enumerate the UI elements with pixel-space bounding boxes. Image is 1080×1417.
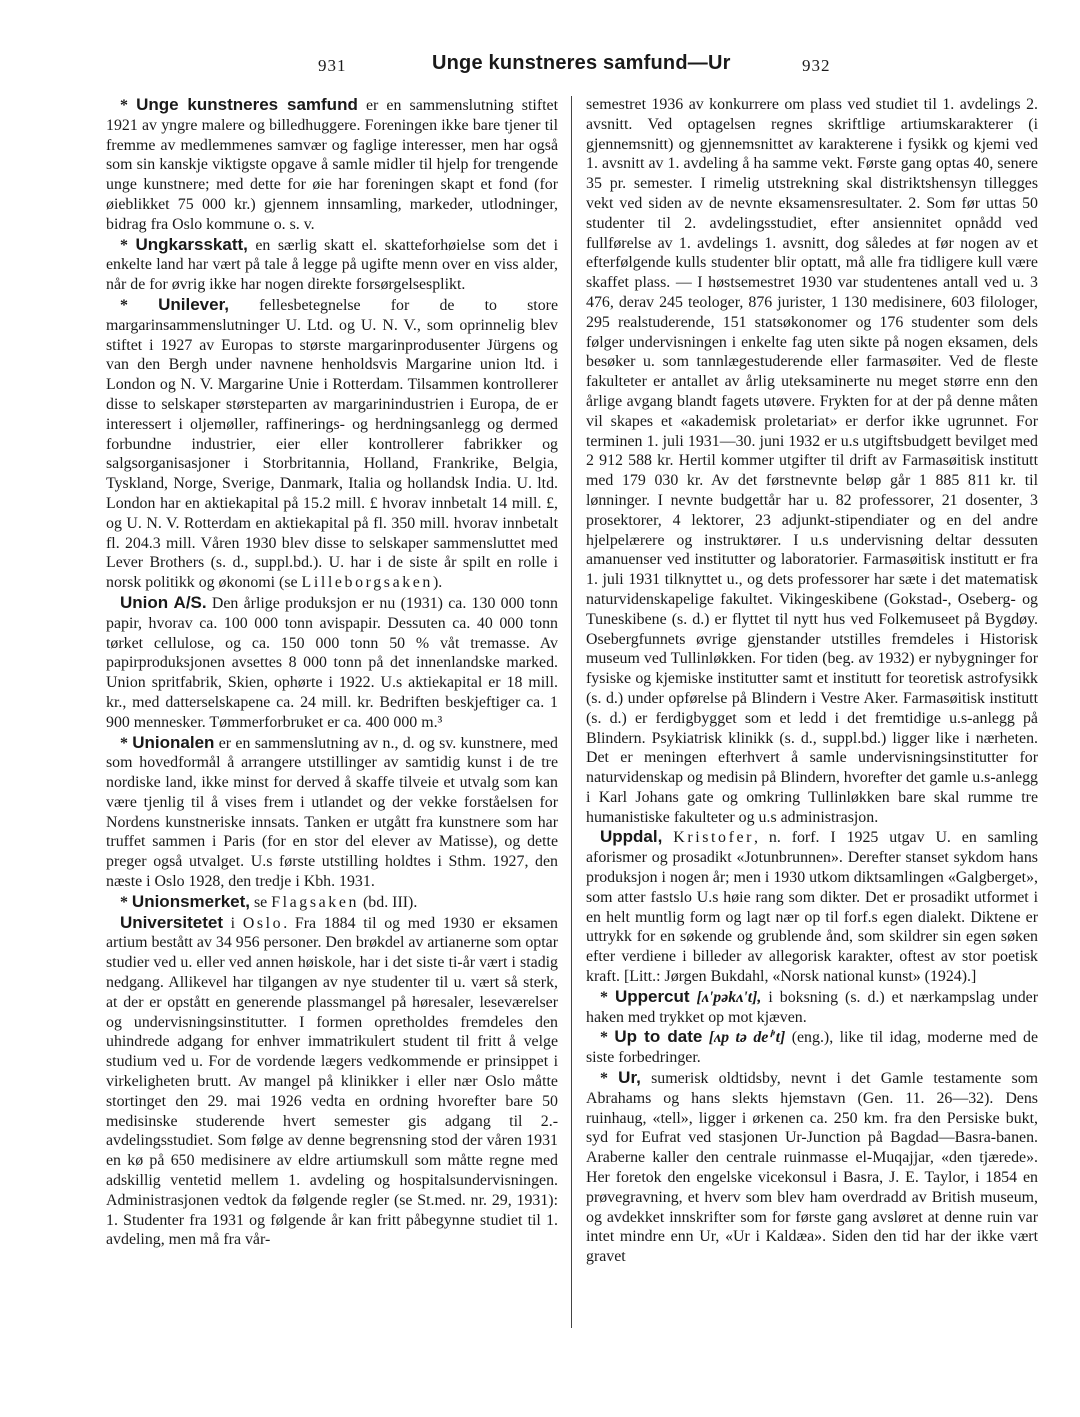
star-marker: * (120, 893, 132, 911)
spaced-reference: Oslo (242, 914, 284, 932)
entry-unilever (106, 295, 558, 593)
entry-uppercut (586, 987, 1038, 1028)
pronunciation: [ʌp tə deⁱ't] (702, 1029, 786, 1047)
headword: Ur, (618, 1068, 641, 1088)
star-marker: * (600, 988, 615, 1006)
entry-ur (586, 1068, 1038, 1267)
headword: Unilever, (158, 294, 229, 314)
entry-unionalen (106, 733, 558, 892)
entry-universitetet (106, 913, 558, 1251)
entry-text (662, 829, 673, 846)
entry-text: Den årlige produksjon er nu (1931) ca. 130 000 tonn papir, hvorav ca. 100 000 tonn avispapir. Dessuten ca. 40 000 tonn tørket cellulose, og ca. 150 000 tonn 50 % våt tremasse. Av papirproduksjonen avsettes 8 000 tonn på det innenlandske marked. Union spritfabrik, Skien, ophørte i 1922. U.s aktiekapital er 18 mill. kr., med datterselskapene ca. 24 mill. kr. Bedriften beskjeftiger ca. 1 900 mennesker. Tømmerforbruket er ca. 400 000 m.³ (106, 594, 559, 731)
entry-text-tail: . Fra 1884 til og med 1930 er eksamen artium bestått av 34 956 personer. Den brøkdel av artianerne som optar studier ved u. eller ved annen høiskole, har i det siste ti-år vært i stadig nedgang. Allikevel har tilgangen av nye studenter til u. vært så sterk, at der er opstått en generende plassmangel på høresaler, leseværelser og undervisningsinstitutter. I formen opretholdes fremdeles den uhindrede adgang for enhver immatrikulert student til fritt å velge studium ved u. For de vordende lægers vedkommende er prinsippet i virkeligheten brutt. Av mangel på klinikker i eller nær Oslo måtte stortinget den 29. mai 1926 vedta en ordning hvorefter bare 50 medisinske studerende hvert semester gis adgang til 2.-avdelingsstudiet. Som følge av denne begrensning stod der våren 1931 en kø på 650 medisinere av eldre artiumskull som måtte regne med adskillig ventetid mellem 1. avdeling og hospitalsundervisningen. Administrasjonen vedtok da følgende regler (se St.med. nr. 29, 1931): 1. Studenter fra 1931 og følgende år kan fritt påbegynne studiet til 1. avdeling, men må fra vår- (106, 914, 558, 1249)
star-marker: * (120, 236, 136, 254)
headword: Union A/S. (120, 592, 207, 612)
entry-text: semestret 1936 av konkurrere om plass ved studiet til 1. avdelings 2. avsnitt. Ved optagelsen regnes skriftlige artiumskarakterer (i gjennemsnitt) og gjennemsnittet av karakterene i fysikk og kjemi ved 1. avsnitt av 1. avdeling å ha samme vekt. Første gang optas 40, senere 35 pr. semester. I rimelig utstrekning skal distriktshensyn tillegges vekt ved siden av de nevnte eksamensresultater. 2. Som før uttas 50 studenter til 2. avdelingsstudiet, efter ansiennitet opnådd ved fullførelse av 1. avdelings 1. avsnitt, dog således at før nogen av et efterfølgende kulls studenter blir optatt, må alle fra tidligere kull være skaffet plass. — I høstsemestret 1930 var studentenes antall ved u. 3 476, derav 245 teologer, 876 jurister, 1 130 medisinere, 603 filologer, 295 realstuderende, 151 statsøkonomer og 176 studenter som dels følger undervisningen i enkelte fag uten sikte på nogen eksamen, dels besøker u. som tannlægestuderende eller farmasøiter. Ved de fleste fakulteter er antallet av årlig uteksaminerte nu meget større enn den årlige avgang blandt fagets utøvere. Frykten for at der på denne måten vil skapes et «akademisk proletariat» er derfor ikke ugrunnet. For terminen 1. juli 1931—30. juni 1932 er u.s utgiftsbudgett bevilget med 2 912 588 kr. Hertil kommer utgifter til drift av Farmasøitisk institutt med 179 030 kr. Av det førstnevnte beløp går 1 885 811 kr. til lønninger. I nevnte budgettår har u. 82 professorer, 21 dosenter, 3 prosektorer, 4 lektorer, 23 adjunkt-stipendiater og en del andre hjelpelærere og instruktører. I u.s undervisning deltar dessuten amanuenser ved institutter og laboratorier. Farmasøitisk institutt er fra 1. juli 1931 tilknyttet u., og dets professorer har sæte i det matematisk naturvidenskapelige fakultet. Vikingeskibene (Gokstad-, Oseberg- og Tuneskibene (s. d.) er flyttet til nytt hus ved Folkemuseet på Bygdøy. Osebergfunnets øvrige gjenstander utstilles fremdeles i Historisk museum ved Tullinløkken. For tiden (beg. av 1932) er nybygninger for fysiske og kjemiske institutter samt et institutt for teoretisk astrofysikk (s. d.) under opførelse på Blindern i Vestre Aker. Farmasøitisk institutt (s. d.) er ferdigbygget som et ledd i det fremtidige u.s-anlegg på Blindern. Psykiatrisk klinikk (s. d., suppl.bd.) ligger like i nærheten. Det er meningen efterhvert å samle undervisningsinstitutter for naturvidenskap og medisin på Blindern, hvorefter det gamle u.s-anlegg i Karl Johans gate og omkring Tullinløkken bare skal rumme tre humanistiske fakulteter og u.s administrasjon. (586, 96, 1038, 826)
headword: Universitetet (120, 912, 223, 932)
entry-text: (eng.), like til idag, moderne med de siste forbedringer. (586, 1029, 1038, 1067)
headword: Unionsmerket, (131, 891, 251, 911)
entry-text: fellesbetegnelse for de to store margarinsammenslutninger U. Ltd. og U. N. V., som oprinnelig blev stiftet i 1927 av Europas to største margarinprodusenter Jürgens og van den Bergh under navnene henholdsvis Margarine union ltd. i London og N. V. Margarine Unie i Rotterdam. Tilsammen kontrollerer disse to selskaper størsteparten av margarinindustrien i Europa, de er interessert i oljemøller, raffinerings- og herdningsanlegg og dermed forbundne industrier, eier eller kontrollerer fabrikker og salgsorganisasjoner i Storbritannia, Holland, Frankrike, Belgia, Tyskland, Norge, Sverige, Danmark, Italia og hollandsk India. U. ltd. London har en aktiekapital på 15.2 mill. £ hvorav innbetalt 14 mill. £, og U. N. V. Rotterdam en aktiekapital på fl. 350 mill. hvorav innbetalt fl. 204.3 mill. Våren 1930 blev disse to selskaper sammensluttet med Lever Brothers (s. d., suppl.bd.). U. har i de siste år spilt en rolle i norsk politikk og økonomi (se (106, 296, 558, 592)
entry-text: er en sammenslutning av n., d. og sv. kunstnere, med som hovedformål å arrangere utstillinger av samtidig kunst i de tre nordiske land, ikke minst for derved å skaffe tilveie et utvalg som kan være tjenlig til å vises frem i utlandet og der vekke forståelsen for Nordens kunstneriske innsats. Tanken er utgått fra kunstnere som har truffet sammen i Paris (for en stor del elever av Matisse), og dette preger også utvalget. U.s første utstilling holdtes i Sthm. 1927, den næste i Oslo 1928, den tredje i Kbh. 1931. (106, 734, 558, 891)
headword: Uppercut (614, 986, 690, 1006)
pronunciation: [ʌ'pəkʌ't], (689, 988, 762, 1006)
headword: Unionalen (132, 732, 215, 752)
page-header (0, 52, 1080, 80)
star-marker: * (120, 296, 159, 314)
entry-ungkarsskatt (106, 235, 558, 295)
entry-text: er en sammenslutning stiftet 1921 av yngre malere og billedhuggere. Foreningen ikke bare tjener til fremme av medlemmenes samvær og faglige interesser, men har også som sin kanskje viktigste opgave å samle midler til hjelp for trengende unge kunstnere; med dette for øie har foreningen skapt et fond (for øieblikket 75 000 kr.) gjennem innsamling, markeder, utlodninger, bidrag fra Oslo kommune o. s. v. (106, 97, 558, 233)
headword: Up to date (614, 1027, 703, 1047)
star-marker: * (600, 1070, 619, 1088)
entry-text: sumerisk oldtidsby, nevnt i det Gamle testamente som Abrahams og hans slekts hjemstavn (Gen. 11. 26—32). Dens ruinhaug, «tell», ligger i ørkenen ca. 250 km. fra den Persiske bukt, syd for Eufrat ved stasjonen Ur-Junction på Bagdad—Basra-banen. Araberne kaller den centrale ruinmasse el-Muqajjar, «den tjærede». Her foretok den engelske vicekonsul i Basra, J. E. Taylor, i 1854 en prøvegravning, et hverv som blev ham overdradd av British museum, og avdekket innskrifter som for første gang avsløret at denne ruin var intet mindre enn Ur, «Ur i Kaldæa». Siden den tid har der ikke vært gravet (586, 1070, 1038, 1266)
entry-uppdal (586, 827, 1038, 986)
entry-text: i boksning (s. d.) et nærkampslag under haken med trykket op mot kjæven. (586, 988, 1039, 1026)
left-page-number: 931 (318, 56, 347, 75)
entry-up-to-date (586, 1027, 1038, 1068)
spaced-reference: Lilleborgsaken (301, 574, 433, 592)
star-marker: * (600, 1029, 615, 1047)
star-marker: * (120, 734, 133, 752)
entry-text-tail: (bd. III). (359, 893, 418, 911)
entry-universitetet-continued (586, 95, 1038, 827)
headword: Ungkarsskatt, (135, 234, 248, 254)
right-column (586, 95, 1038, 1267)
entry-text-tail: , n. forf. I 1925 utgav U. en samling aforismer og prosadikt «Jotunbrunnen». Derefter stanset sykdom hans produksjon i nogen år; men i 1930 utkom diktsamlingen «Galgberget», som atter fastslo U.s høie rang som dikter. Det er prosadikt utformet i en helt muntlig form og lagt nær op til forf.s egen dialekt. Diktene er uttrykk for en søkende og grublende ånd, som skildrer sin egen søken efter verdiene i billeder av allegorisk karakter, oftest av stor poetisk kraft. [Litt.: Jørgen Bukdahl, «Norsk national kunst» (1924).] (586, 829, 1038, 986)
running-title: Unge kunstneres samfund—Ur (432, 52, 731, 74)
entry-union-as (106, 593, 558, 733)
column-divider (571, 96, 572, 1328)
headword: Uppdal, (600, 827, 663, 847)
spaced-reference: Kristofer (673, 829, 755, 847)
entry-text-tail: ). (432, 574, 443, 592)
entry-text: se (250, 893, 272, 911)
right-page-number: 932 (802, 56, 831, 75)
entry-text: en særlig skatt el. skatteforhøielse som det i enkelte land har vært på tale å legge på ugifte menn over en viss alder, når de for øvrig ikke har nogen direkte forsørgelsesplikt. (106, 236, 558, 294)
entry-text: i (222, 914, 243, 932)
left-column (106, 95, 558, 1250)
star-marker: * (120, 97, 137, 114)
headword: Unge kunstneres samfund (136, 95, 358, 114)
entry-unge-kunstneres-samfund (106, 95, 558, 235)
spaced-reference: Flagsaken (271, 893, 360, 911)
entry-unionsmerket (106, 892, 558, 913)
